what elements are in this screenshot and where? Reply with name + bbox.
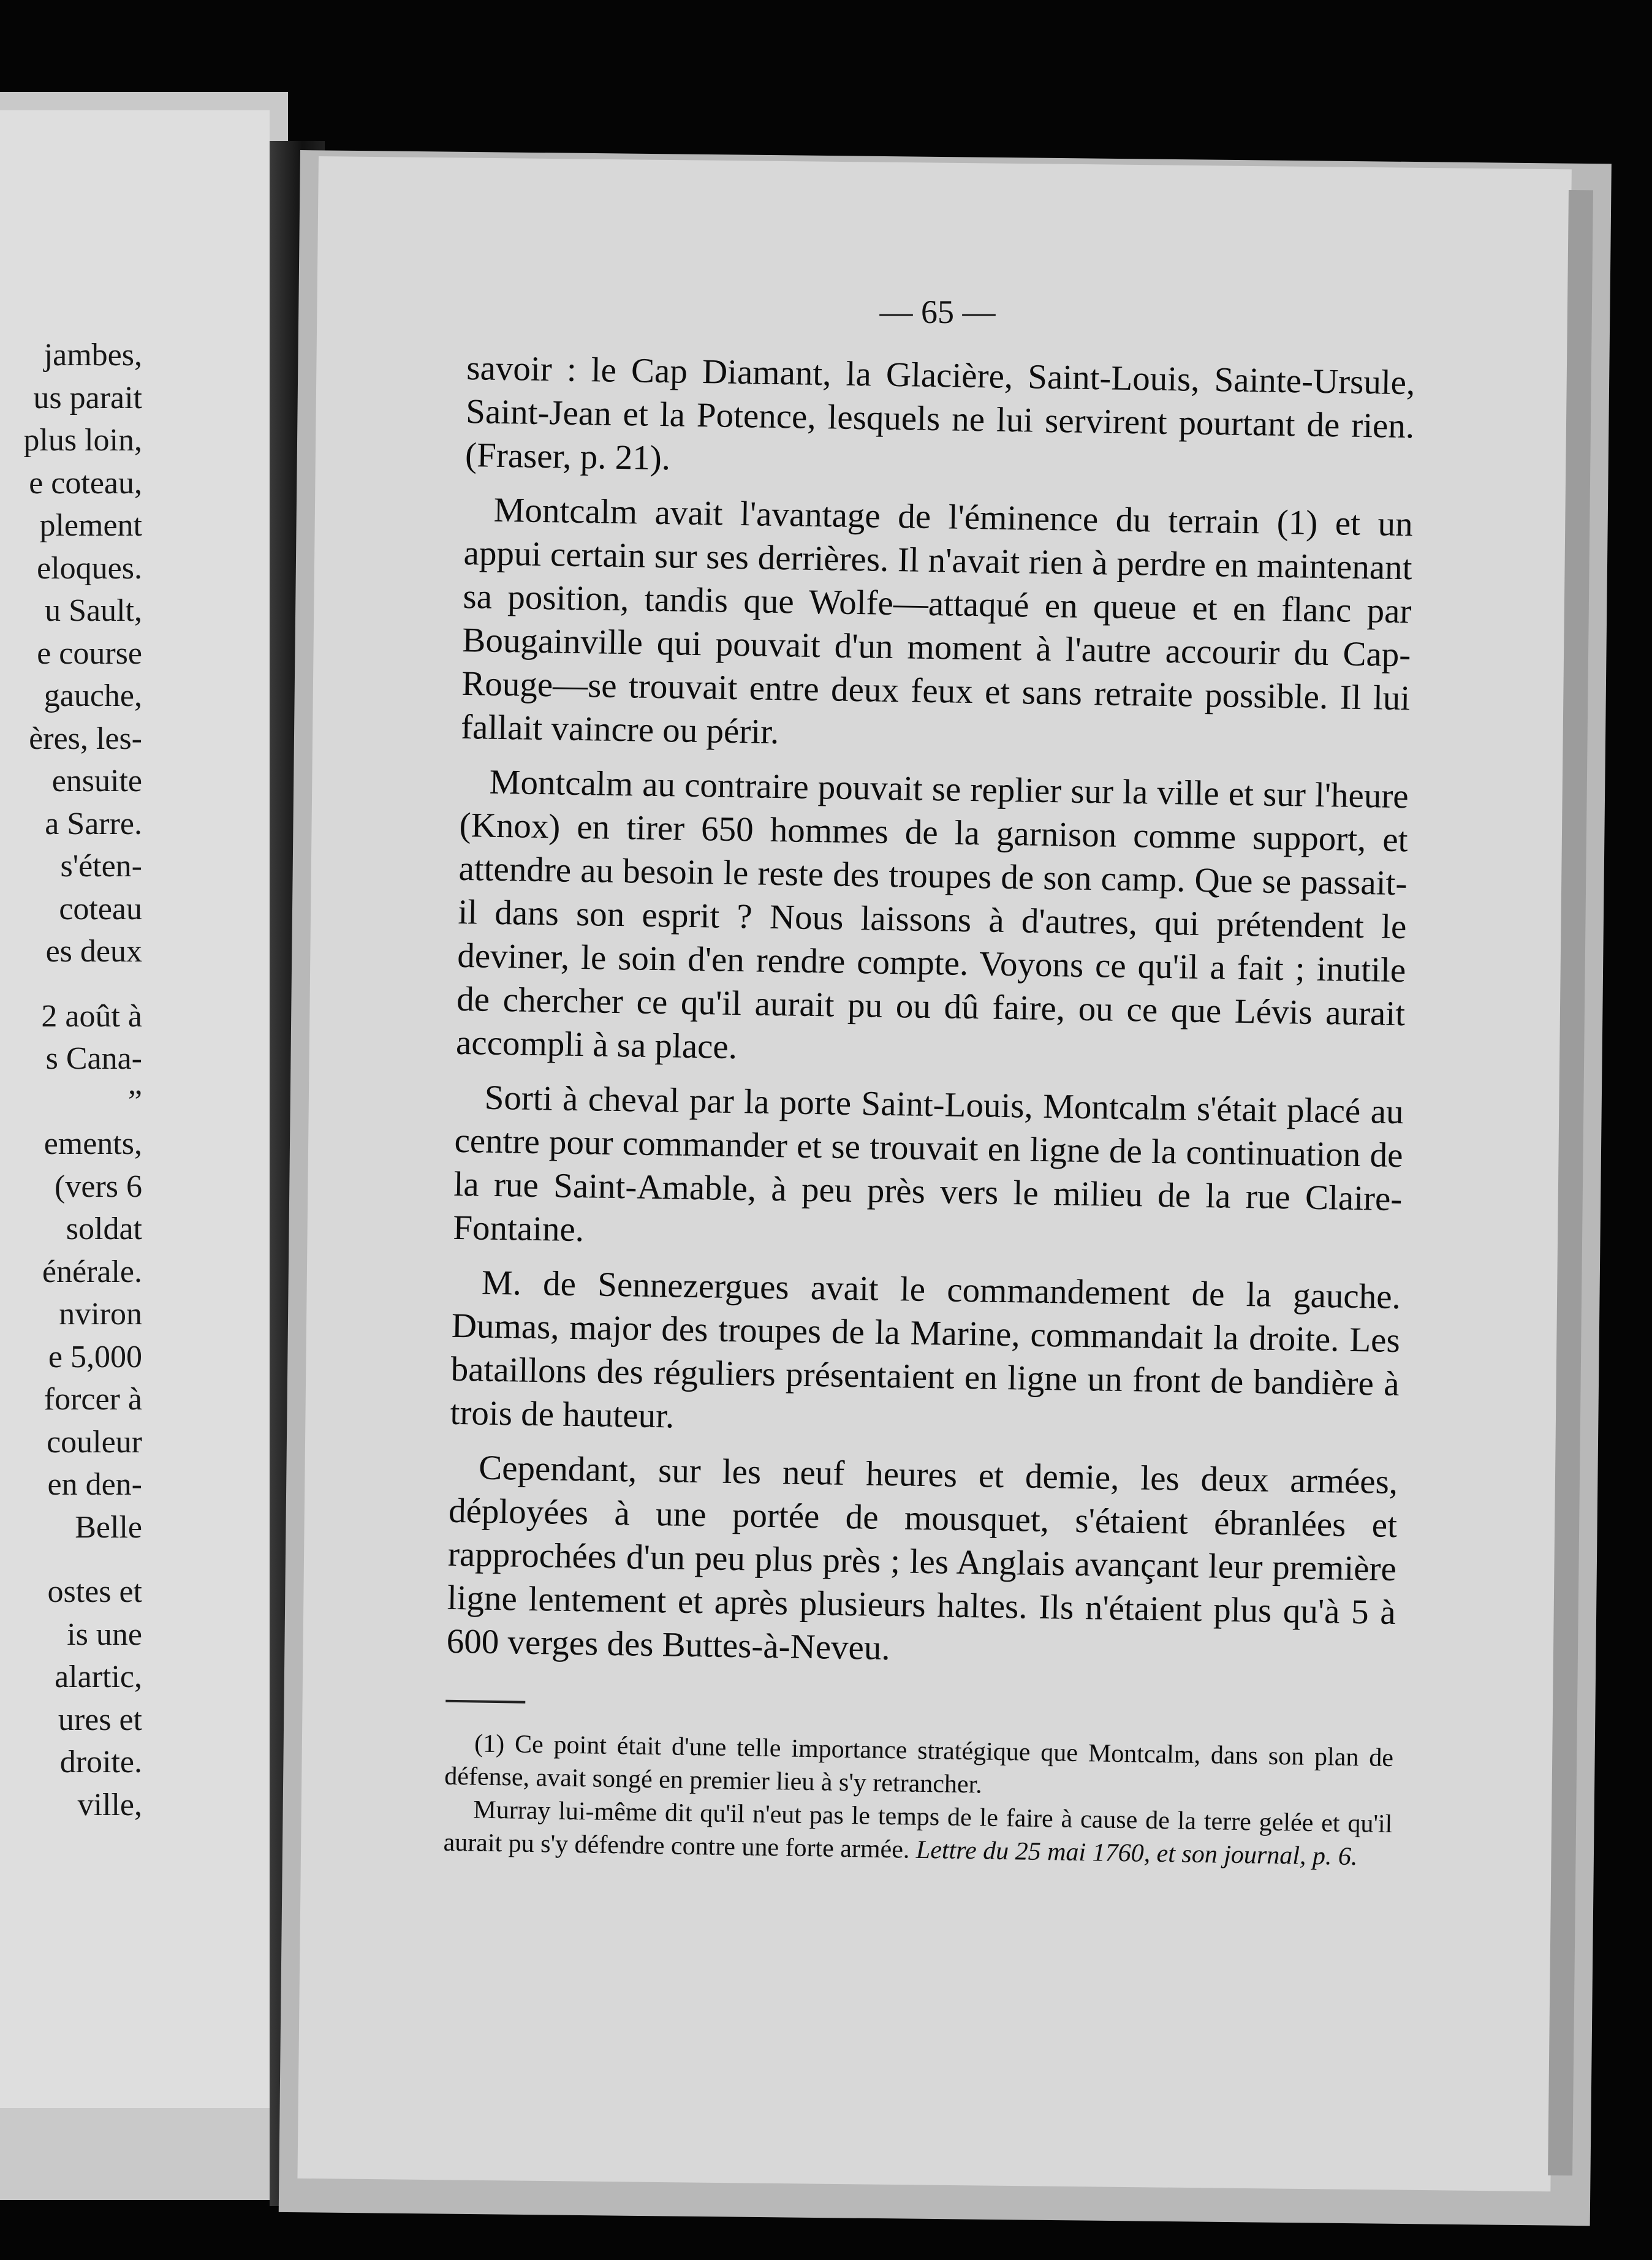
left-page-line: (vers 6: [55, 1169, 142, 1204]
left-page-line: 2 août à: [41, 998, 142, 1034]
left-page-line: a Sarre.: [45, 806, 142, 841]
left-page-line: [0, 973, 142, 995]
left-page-line: couleur: [47, 1424, 142, 1460]
left-page-line: s'éten-: [60, 849, 142, 884]
page-number: — 65 —: [879, 294, 996, 330]
left-page-line: plus loin,: [23, 423, 142, 458]
paragraph: Sorti à cheval par la porte Saint-Louis, Montcalm s'était placé au centre pour commander et se trouvait en ligne de la continuation de la rue Saint-Amable, à peu près vers le milieu de la rue Claire-Fontaine.: [452, 1078, 1404, 1249]
left-page-line: ères, les-: [29, 721, 142, 756]
left-page-line: alartic,: [55, 1659, 142, 1694]
left-page-line: e course: [37, 635, 142, 671]
left-page-line: e coteau,: [29, 465, 142, 501]
left-page-line: ements,: [44, 1126, 142, 1161]
left-page-line: Belle: [75, 1509, 142, 1545]
footnote: (1) Ce point était d'une telle importance stratégique que Montcalm, dans son plan de défense, avait songé en premier lieu à s'y retrancher.: [444, 1729, 1394, 1799]
footnote-text: Murray lui-même dit qu'il n'eut pas le temps de le faire à cause de la terre gelée et qu'il aurait pu s'y défendre contre une forte armée.: [443, 1795, 1393, 1864]
footnotes: [443, 1727, 1393, 1874]
paragraph: M. de Sennezergues avait le commandement de la gauche. Dumas, major des troupes de la Marine, commandait la droite. Les bataillons des réguliers présentaient en ligne un front de bandière à trois de hauteur.: [450, 1263, 1401, 1436]
left-page-line: eloques.: [37, 550, 142, 586]
left-page-line: ensuite: [51, 764, 142, 798]
left-page-line: soldat: [66, 1212, 142, 1246]
left-page-line: forcer à: [44, 1382, 142, 1417]
left-page-text: [0, 334, 142, 1826]
left-page-line: coteau: [59, 891, 142, 927]
left-page-line: ”: [127, 1083, 142, 1119]
paragraph: savoir : le Cap Diamant, la Glacière, Saint-Louis, Sainte-Ursule, Saint-Jean et la Potence, lesquels ne lui servirent pourtant de rien. (Fraser, p. 21).: [464, 348, 1415, 478]
footnote-separator: [445, 1700, 525, 1704]
left-page-line: ostes et: [47, 1574, 142, 1609]
paragraph: Montcalm avait l'avantage de l'éminence du terrain (1) et un appui certain sur ses derrières. Il n'avait rien à perdre en maintenant sa position, tandis que Wolfe—attaqué en queue et en flanc par Bougainville qui pouvait d'un moment à l'autre accourir du Cap-Rouge—se trouvait entre deux feux et sans retraite possible. Il lui fallait vaincre ou périr.: [460, 490, 1414, 752]
left-page-line: [0, 1549, 142, 1571]
left-page-line: droite.: [59, 1745, 142, 1780]
left-page-line: énérale.: [42, 1254, 142, 1289]
left-page-line: s Cana-: [45, 1041, 142, 1076]
page-body: [443, 346, 1415, 1874]
left-page-line: es deux: [45, 934, 142, 969]
left-page-line: us parait: [33, 380, 142, 415]
left-page-line: nviron: [59, 1297, 142, 1332]
left-page-line: e 5,000: [48, 1339, 142, 1375]
footnote-citation: Lettre du 25 mai 1760, et son journal, p. 6.: [915, 1835, 1358, 1871]
left-page-line: en den-: [47, 1467, 142, 1502]
paragraph: Montcalm au contraire pouvait se replier sur la ville et sur l'heure (Knox) en tirer 650 hommes de la garnison comme support, et attendre au besoin le reste des troupes de son camp. Que se passait-il dans son esprit ? Nous laissons à d'autres, qui prétendent le deviner, le soin d'en rendre compte. Voyons ce qu'il a fait ; inutile de chercher ce qu'il aurait pu ou dû faire, ou ce que Lévis aurait accompli à sa place.: [455, 762, 1409, 1067]
paragraph: Cependant, sur les neuf heures et demie, les deux armées, déployées à une portée de mousquet, s'étaient ébranlées et rapprochées d'un peu plus près ; les Anglais avançant leur première ligne lentement et après plusieurs haltes. Ils n'étaient plus qu'à 5 à 600 verges des Buttes-à-Neveu.: [446, 1448, 1398, 1668]
left-page-line: ures et: [58, 1702, 142, 1737]
main-text: [446, 346, 1415, 1678]
left-page-line: gauche,: [44, 678, 142, 713]
left-page-line: plement: [39, 508, 142, 543]
left-page-line: is une: [67, 1617, 142, 1652]
left-page-line: ville,: [77, 1787, 142, 1822]
left-page-line: jambes,: [44, 338, 142, 373]
left-page-line: u Sault,: [45, 593, 142, 628]
